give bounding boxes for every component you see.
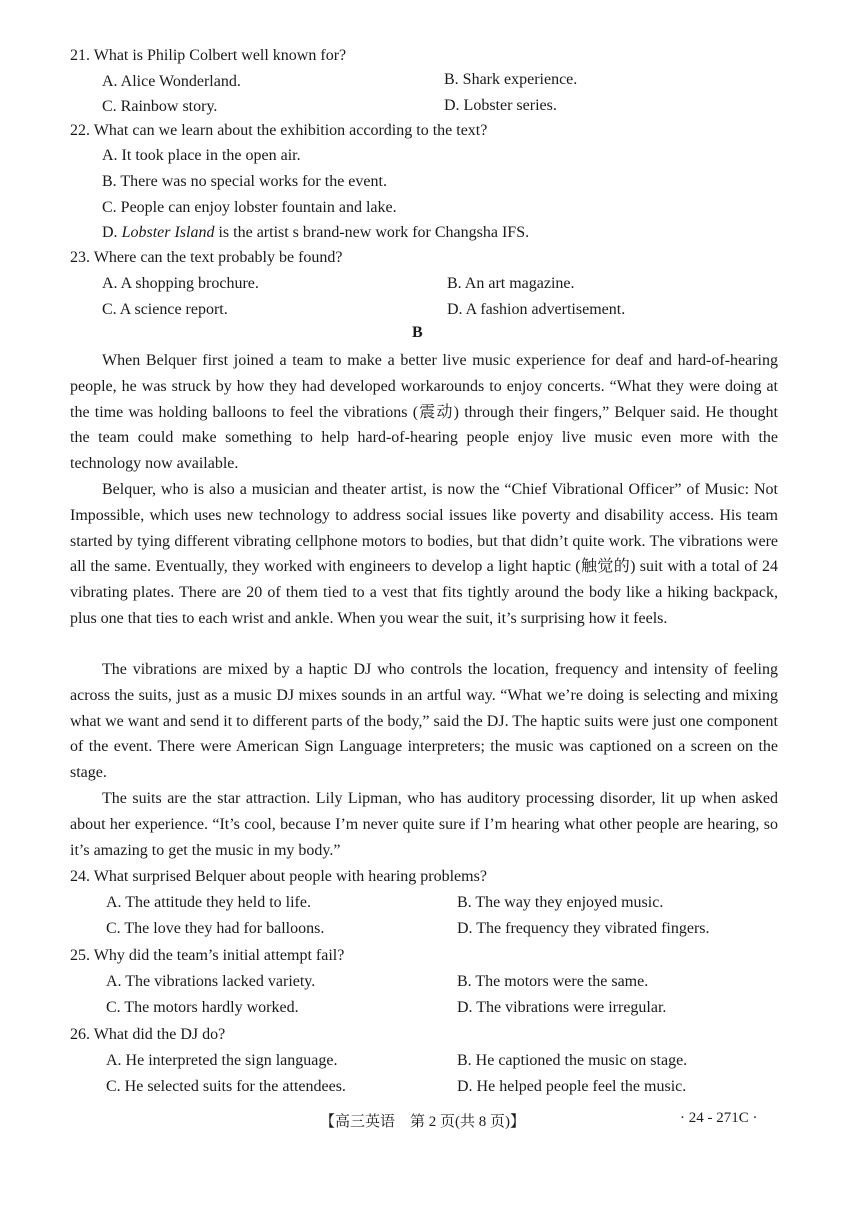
- question-25-stem: 25. Why did the team’s initial attempt fail?: [70, 947, 345, 964]
- question-26-option-d: D. He helped people feel the music.: [457, 1078, 687, 1095]
- question-25-option-a: A. The vibrations lacked variety.: [106, 973, 316, 990]
- section-heading: B: [412, 324, 423, 341]
- question-23-option-a: A. A shopping brochure.: [102, 275, 259, 292]
- question-26-option-a: A. He interpreted the sign language.: [106, 1052, 338, 1069]
- page-number-label: 【高三英语 第 2 页(共 8 页)】: [320, 1114, 525, 1130]
- question-24-option-d: D. The frequency they vibrated fingers.: [457, 920, 710, 937]
- question-26-option-b: B. He captioned the music on stage.: [457, 1052, 688, 1069]
- question-22-stem: 22. What can we learn about the exhibition according to the text?: [70, 122, 488, 139]
- question-26-stem: 26. What did the DJ do?: [70, 1026, 226, 1043]
- question-26-option-c: C. He selected suits for the attendees.: [106, 1078, 346, 1095]
- question-25-option-c: C. The motors hardly worked.: [106, 999, 299, 1016]
- question-23-stem: 23. Where can the text probably be found?: [70, 249, 343, 266]
- question-22-option-b: B. There was no special works for the event.: [102, 173, 387, 190]
- question-24-option-b: B. The way they enjoyed music.: [457, 894, 664, 911]
- question-24-stem: 24. What surprised Belquer about people with hearing problems?: [70, 868, 487, 885]
- passage-paragraph-4: The suits are the star attraction. Lily Lipman, who has auditory processing disorder, lit up when asked about her experience. “It’s cool, because I’m never quite sure if I’m hearing what other people are hearing, so it’s amazing to get the music in my body.”: [70, 790, 778, 859]
- question-21-option-c: C. Rainbow story.: [102, 98, 218, 115]
- question-21-option-a: A. Alice Wonderland.: [102, 73, 241, 90]
- question-21-stem: 21. What is Philip Colbert well known for?: [70, 47, 347, 64]
- question-23-option-d: D. A fashion advertisement.: [447, 301, 626, 318]
- question-25-option-d: D. The vibrations were irregular.: [457, 999, 667, 1016]
- question-23-option-b: B. An art magazine.: [447, 275, 575, 292]
- passage-paragraph-2: Belquer, who is also a musician and theater artist, is now the “Chief Vibrational Officer” of Music: Not Impossible, which uses new technology to address social issues like poverty and disability access. His team started by tying different vibrating cellphone motors to bodies, but that didn’t quite work. The vibrations were all the same. Eventually, they worked with engineers to develop a light haptic (触觉的) suit with a total of 24 vibrating plates. There are 20 of them tied to a vest that fits tightly around the body like a hiking backpack, plus one that ties to each wrist and ankle. When you wear the suit, it’s surprising how it feels.: [70, 481, 778, 627]
- question-22-option-c: C. People can enjoy lobster fountain and lake.: [102, 199, 397, 216]
- page-footer: [0, 1110, 868, 1136]
- question-24-option-c: C. The love they had for balloons.: [106, 920, 325, 937]
- exam-code: · 24 - 271C ·: [680, 1110, 758, 1126]
- passage-paragraph-3: The vibrations are mixed by a haptic DJ who controls the location, frequency and intensity of feeling across the suits, just as a music DJ mixes sounds in an artful way. “What we’re doing is selecting and mixing what we want and send it to different parts of the body,” said the DJ. The haptic suits were just one component of the event. There were American Sign Language interpreters; the music was captioned on a screen on the stage.: [70, 661, 778, 782]
- question-24-option-a: A. The attitude they held to life.: [106, 894, 311, 911]
- question-21-option-d: D. Lobster series.: [444, 97, 557, 114]
- question-22-option-d: D. Lobster Island is the artist s brand-new work for Changsha IFS.: [102, 224, 530, 241]
- passage-paragraph-1: When Belquer first joined a team to make a better live music experience for deaf and hard-of-hearing people, he was struck by how they had developed workarounds to enjoy concerts. “What they were doing at the time was holding balloons to feel the vibrations (震动) through their fingers,” Belquer said. He thought the team could make something to help hard-of-hearing people enjoy live music even more with the technology now available.: [70, 352, 778, 473]
- question-23-option-c: C. A science report.: [102, 301, 228, 318]
- artwork-title: Lobster Island: [121, 224, 215, 241]
- question-21-option-b: B. Shark experience.: [444, 71, 578, 88]
- question-25-option-b: B. The motors were the same.: [457, 973, 649, 990]
- question-22-option-a: A. It took place in the open air.: [102, 147, 301, 164]
